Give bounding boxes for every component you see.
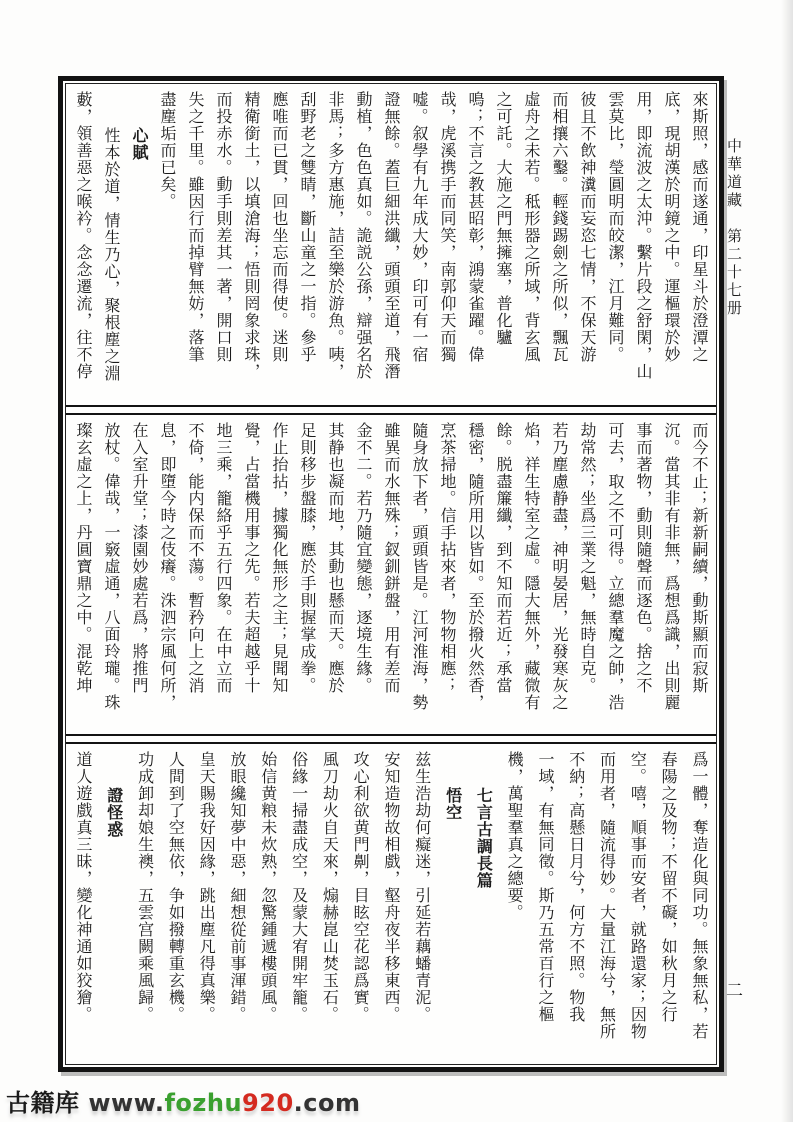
watermark-segment: fozhu — [164, 1089, 243, 1117]
text-column: 不倚，能内保而不蕩。暫矜向上之消 — [186, 422, 205, 694]
block-divider — [66, 405, 716, 415]
section-title: 證怪惑 — [104, 787, 124, 838]
text-column: 道人遊戲真三昧，變化神通如狡獪。 — [74, 751, 93, 1023]
text-column: 之可託。大施之門無擁塞，普化驢 — [494, 91, 513, 346]
folio-number: 二 — [726, 981, 743, 1001]
volume-header: 中華道藏 第二十七册 — [725, 138, 743, 318]
section-title: 心賦 — [130, 127, 149, 161]
text-column: 空。嘻，順事而安者，就路還家；因物 — [628, 751, 648, 1040]
inner-border — [65, 83, 717, 1065]
text-column: 沉。當其非有非無，爲想爲識，出則麗 — [662, 422, 681, 711]
text-column: 底，現胡漢於明鏡之中。運樞環於妙 — [662, 91, 681, 363]
text-column: 地三乘，籠絡乎五行四象。在中立而 — [214, 422, 233, 694]
text-column: 刮野老之雙睛，斷山童之一指。參乎 — [298, 91, 317, 363]
text-column: 盡塵垢而已矣。 — [158, 91, 177, 210]
text-column: 證無餘。蓋巨細洪纖，頭頭至道，飛潛 — [382, 91, 401, 380]
text-column: 若乃塵慮静盡，神明晏居，光發寒灰之 — [550, 422, 569, 711]
text-column: 人間到了空無依，争如撥轉重玄機。 — [166, 751, 186, 1023]
text-column: 放杖。偉哉，一竅虛通，八面玲瓏。珠 — [102, 422, 121, 711]
text-column: 失之千里。雖因行而掉臂無妨，落筆 — [186, 91, 205, 363]
block-divider — [66, 734, 716, 744]
text-column: 來斯照，感而遂通，印星斗於澄潭之 — [690, 91, 709, 363]
text-column: 非馬；多方惠施，詰至樂於游魚。咦， — [326, 91, 345, 380]
text-column: 隨身放下者，頭頭皆是。江河淮海，勢 — [410, 422, 429, 711]
text-column: 可去，取之不可得。立總羣魔之帥，浩 — [606, 422, 625, 711]
text-column: 機，萬聖羣真之總要。 — [505, 751, 525, 921]
text-column: 性本於道，情生乃心，聚根塵之淵 — [102, 127, 121, 382]
section-title: 七言古調長篇 — [474, 787, 494, 889]
text-column: 覺，占當機用事之先。若夫超越乎十 — [242, 422, 261, 694]
text-column: 焰，祥生特室之虛。隱大無外，藏微有 — [522, 422, 541, 711]
text-column: 烹茶掃地。信手拈來者，物物相應； — [438, 422, 457, 694]
text-column: 不納；高懸日月兮，何方不照。物我 — [566, 751, 586, 1023]
text-column: 而相攘六鑿。輕錢踢劍之所似，飄瓦 — [550, 91, 569, 363]
text-block-middle — [66, 415, 716, 734]
text-block-top — [66, 84, 716, 405]
text-column: 放眼纔知夢中惡，細想從前事渾錯。 — [227, 751, 247, 1023]
text-column: 璨玄虛之上，丹圓寶鼎之中。混乾坤 — [74, 422, 93, 694]
text-column: 作止抬拈，據獨化無形之主；見聞知 — [270, 422, 289, 694]
text-column: 雖異而水無殊；釵釧鉼盤，用有差而 — [382, 422, 401, 694]
text-column: 春陽之及物；不留不礙，如秋月之行 — [659, 751, 679, 1023]
text-column: 穩密，隨所用以皆如。至於撥火然香， — [466, 422, 485, 711]
text-column: 鳴；不言之教甚昭彰，鴻蒙雀躍。偉 — [466, 91, 485, 363]
text-block-bottom — [66, 744, 716, 1064]
text-column: 雲莫比，瑩圓明而皎潔，江月難同。 — [606, 91, 625, 363]
text-column: 俗緣一掃盡成空，及蒙大宥開牢籠。 — [289, 751, 309, 1023]
page-frame — [58, 76, 724, 1072]
watermark-segment: .com — [293, 1089, 361, 1117]
text-column: 金不二。若乃隨宜變態，逐境生緣。 — [354, 422, 373, 694]
watermark-segment: 古籍库 — [6, 1089, 89, 1117]
text-column: 事而著物，動則隨聲而逐色。捨之不 — [634, 422, 653, 694]
text-column: 而用者，隨流得妙。大量江海兮，無所 — [597, 751, 617, 1040]
watermark-segment: 920 — [242, 1089, 294, 1117]
text-column: 而投赤水。動手則差其一著，開口則 — [214, 91, 233, 363]
text-column: 嘘。叙學有九年成大妙，印可有一宿 — [410, 91, 429, 363]
watermark — [6, 1083, 361, 1118]
text-column: 動植，色色真如。詭説公孫，辯强名於 — [354, 91, 373, 380]
text-column: 皇天賜我好因緣，跳出塵凡得真樂。 — [197, 751, 217, 1023]
text-column: 爲一體，奪造化與同功。無象無私，若 — [689, 751, 709, 1040]
text-column: 攻心利欲黄門劓，目眩空花認爲實。 — [351, 751, 371, 1023]
watermark-segment: www. — [88, 1089, 165, 1117]
text-column: 藪，領善惡之喉衿。念念遷流，往不停 — [74, 91, 93, 380]
text-column: 精衛銜土，以填滄海；悟則罔象求珠， — [242, 91, 261, 380]
text-column: 而今不止；新新嗣續，動斯顯而寂斯 — [690, 422, 709, 694]
text-column: 功成卸却娘生襖，五雲宫闕乘風歸。 — [135, 751, 155, 1023]
section-title: 悟空 — [443, 787, 463, 821]
text-column: 用，即流波之太沖。繫片段之舒閑，山 — [634, 91, 653, 380]
text-column: 安知造物故相戲，壑舟夜半移東西。 — [381, 751, 401, 1023]
text-column: 彼且不飲神瀵而妄恣七情，不保天游 — [578, 91, 597, 363]
text-column: 餘。脱盡簾纖，到不知而若近；承當 — [494, 422, 513, 694]
scan-edge-shadow — [781, 0, 793, 1122]
text-column: 兹生浩劫何癡迷，引延若藕蟠青泥。 — [412, 751, 432, 1023]
text-column: 哉，虎溪携手而同笑，南郭仰天而獨 — [438, 91, 457, 363]
text-column: 始信黄粮未炊熟，忽驚鍾遞樓頭風。 — [258, 751, 278, 1023]
text-column: 一域，有無同徵。斯乃五常百行之樞 — [535, 751, 555, 1023]
text-column: 應唯而已貫，回也坐忘而得使。迷則 — [270, 91, 289, 363]
text-column: 足則移步盤膝，應於手則握掌成拳。 — [298, 422, 317, 694]
text-column: 息，即墮今時之伎癢。洙泗宗風何所， — [158, 422, 177, 711]
text-column: 虛舟之未若。秪形器之所域，背玄風 — [522, 91, 541, 363]
text-column: 其静也凝而地，其動也懸而天。應於 — [326, 422, 345, 694]
text-column: 在入室升堂；漆園妙處若爲，將推門 — [130, 422, 149, 694]
text-column: 劫常然；坐爲三業之魁，無時自克。 — [578, 422, 597, 694]
text-column: 風刀劫火自天來，煽赫崑山焚玉石。 — [320, 751, 340, 1023]
